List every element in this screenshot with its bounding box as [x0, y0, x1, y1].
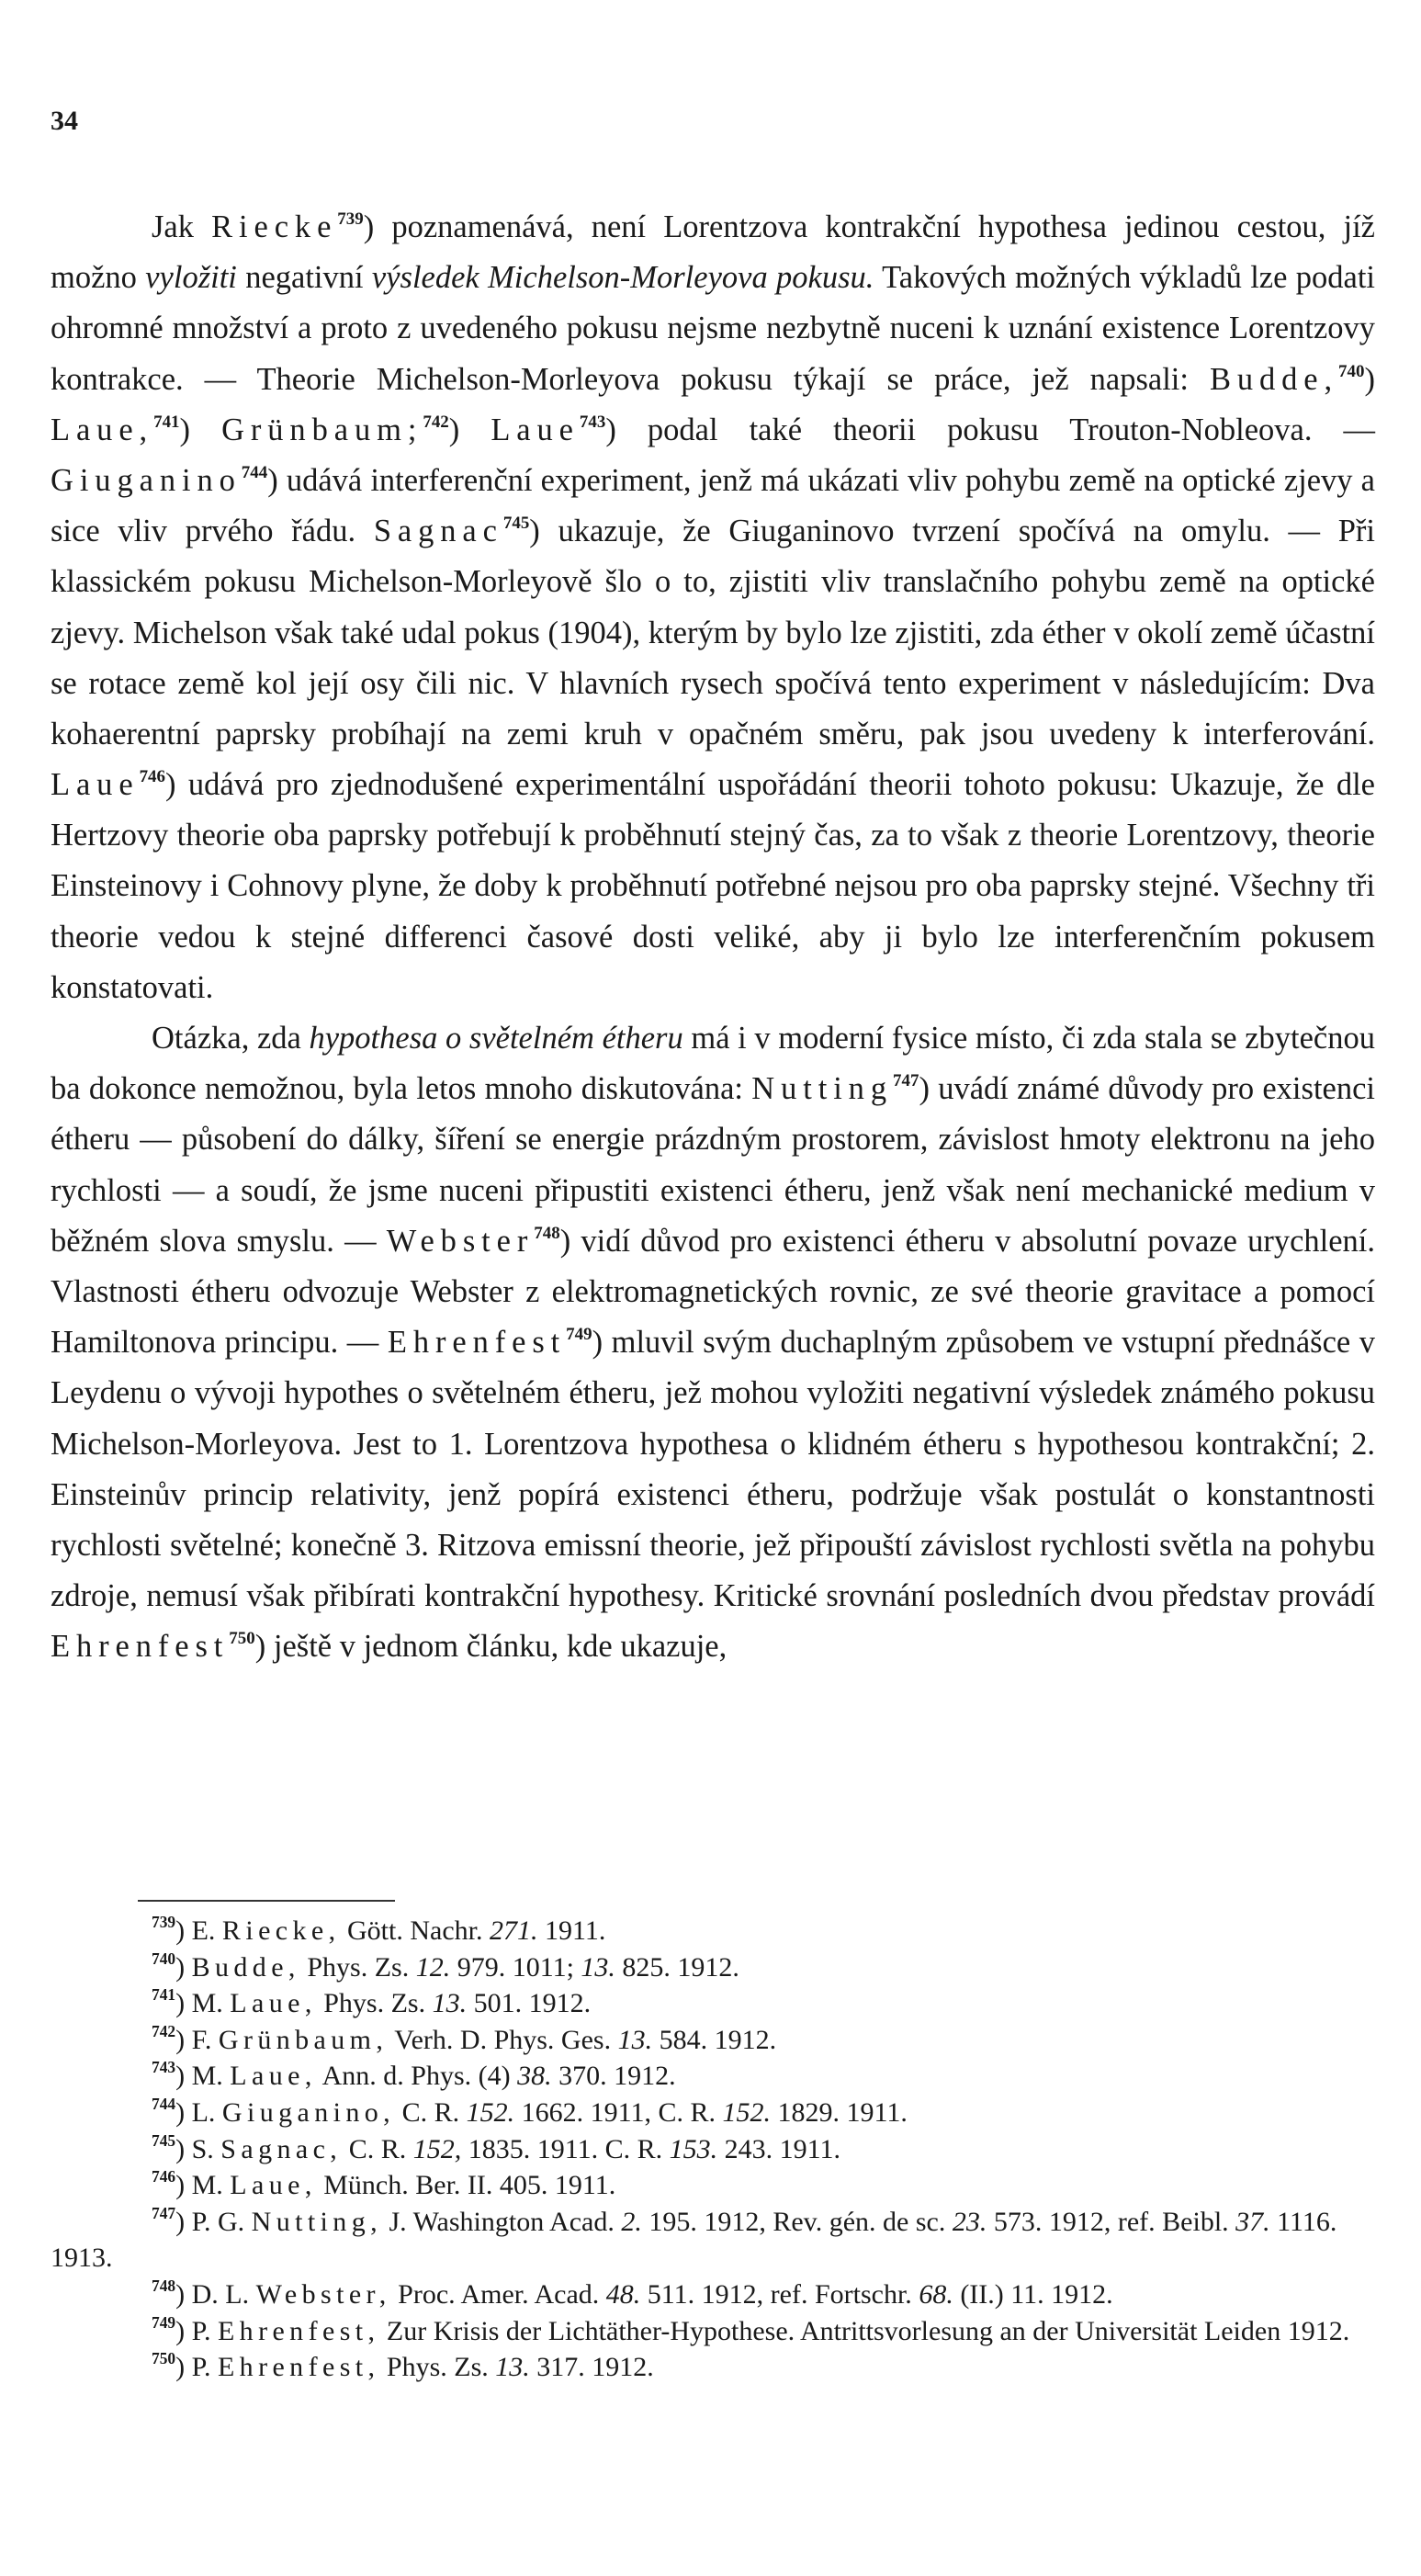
footnote-author: Ehrenfest, — [217, 2352, 380, 2383]
footnote — [51, 2095, 1375, 2131]
page-number: 34 — [51, 106, 78, 136]
footnote-text: 584. 1912. — [652, 2024, 777, 2055]
footnote-ref: 739 — [337, 209, 364, 229]
footnote-text: 195. 1912, Rev. gén. de sc. — [641, 2206, 953, 2237]
footnote — [51, 1949, 1375, 1986]
footnote-paren: ) — [175, 2096, 186, 2128]
footnote-number: 745 — [152, 2130, 176, 2150]
paragraph-1 — [51, 202, 1375, 1013]
footnote-ref: 746 — [139, 766, 166, 786]
emphasis: hypothesa o světelném étheru — [309, 1021, 683, 1056]
footnote-text: 573. 1912, ref. Beibl. — [987, 2206, 1236, 2237]
footnote-volume: 271. — [489, 1915, 538, 1946]
text-run: ) ukazuje, že Giuganinovo tvrzení spočívá na omylu. — Při klassickém pokusu Michelson-Morleyově šlo o to, zjistiti vliv translačního pohybu země na optické zjevy. Michelson však také udal pokus (1904), kterým by bylo lze zjistiti, zda éther v okolí země účastní se rotace země kol její osy čili nic. V hlavních rysech spočívá tento experiment v následujícím: Dva kohaerentní paprsky probíhají na zemi kruh v opačném směru, pak jsou uvedeny k interferování. — [51, 514, 1375, 751]
footnote-number: 749 — [152, 2312, 176, 2332]
footnote-author: Giuganino, — [221, 2096, 396, 2128]
footnote-paren: ) — [175, 2206, 186, 2237]
footnote-ref: 747 — [893, 1070, 919, 1090]
footnote — [51, 2204, 1375, 2277]
footnote-author: Nutting, — [251, 2206, 382, 2237]
footnote-volume: 152. — [466, 2096, 515, 2128]
author-name: Budde, — [1209, 361, 1339, 397]
footnote-volume: 13. — [581, 1951, 615, 1983]
footnote-paren: ) — [175, 2352, 186, 2383]
footnote — [51, 2058, 1375, 2095]
footnote-volume: 38. — [517, 2061, 552, 2092]
footnote-number: 741 — [152, 1985, 176, 2005]
text-run: ) — [448, 412, 491, 447]
author-name: Grünbaum; — [221, 412, 423, 447]
footnote-text: P. — [185, 2352, 218, 2383]
author-name: Webster — [386, 1223, 535, 1259]
footnotes — [51, 1913, 1375, 2386]
footnote-text: 243. 1911. — [717, 2133, 841, 2164]
text-run: ) mluvil svým duchaplným způsobem ve vstupní přednášce v Leydenu o vývoji hypothes o světelném étheru, jež mohou vyložiti negativní výsledek známého pokusu Michelson-Morleyova. Jest to 1. Lorentzova hypothesa o klidném étheru s hypothesou kontrakční; 2. Einsteinův princip relativity, jenž popírá existenci étheru, podržuje však postulát o konstantnosti rychlosti světelné; konečně 3. Ritzova emissní theorie, jež připouští závislost rychlosti světla na pohybu zdroje, nemusí však přibírati kontrakční hypothesy. Kritické srovnání posledních dvou představ provádí — [51, 1325, 1375, 1614]
footnote-paren: ) — [175, 1951, 186, 1983]
author-name: Riecke — [211, 209, 338, 244]
footnote-volume: 48. — [605, 2278, 641, 2310]
footnote-text: (II.) 11. 1912. — [953, 2278, 1113, 2310]
text-run: negativní — [236, 260, 372, 296]
footnote — [51, 1913, 1375, 1949]
footnote — [51, 2022, 1375, 2059]
footnote-ref: 742 — [423, 412, 449, 432]
footnote — [51, 2131, 1375, 2168]
footnote-number: 746 — [152, 2167, 176, 2186]
author-name: Giuganino — [51, 462, 242, 498]
footnote-paren: ) — [175, 1915, 186, 1946]
text-run: ) vidí důvod pro existenci étheru v absolutní povaze urychlení. Vlastnosti étheru odvozuje Webster z elektromagnetických rovnic, ze své theorie gravitace a pomocí Hamiltonova principu. — — [51, 1223, 1375, 1361]
footnote-volume: 152, — [412, 2133, 462, 2164]
footnote-text: 1835. 1911. C. R. — [461, 2133, 670, 2164]
paragraph-2 — [51, 1013, 1375, 1672]
footnote-volume: 37. — [1235, 2206, 1270, 2237]
text-run: ) uvádí známé důvody pro existenci étheru — působení do dálky, šíření se energie prázdným prostorem, závislost hmoty elektronu na jeho rychlosti — a soudí, že jsme nuceni připustiti existenci étheru, jenž však není mechanické medium v běžném slova smyslu. — — [51, 1071, 1375, 1259]
footnote-text: Verh. D. Phys. Ges. — [388, 2024, 618, 2055]
footnote-number: 750 — [152, 2349, 176, 2368]
footnote-text: M. — [185, 1988, 231, 2019]
footnote-text: Phys. Zs. — [379, 2352, 496, 2383]
footnote-text: Zur Krisis der Lichtäther-Hypothese. Antrittsvorlesung an der Universität Leiden 1912. — [379, 2315, 1350, 2346]
footnote-text: M. — [185, 2061, 231, 2092]
footnote-author: Budde, — [191, 1951, 300, 1983]
footnote-ref: 743 — [579, 412, 606, 432]
footnote-text: 1116. 1913. — [51, 2206, 1337, 2274]
footnote-text: P. — [185, 2315, 218, 2346]
footnote-text — [185, 1952, 192, 1983]
author-name: Ehrenfest — [51, 1629, 230, 1665]
footnote-author: Riecke, — [221, 1915, 341, 1946]
footnote-text: J. Washington Acad. — [382, 2206, 622, 2237]
footnote-ref: 749 — [566, 1324, 592, 1344]
footnote-number: 744 — [152, 2094, 176, 2113]
footnote-volume: 13. — [617, 2024, 653, 2055]
footnote-text: C. R. — [395, 2096, 467, 2128]
footnote-text: S. — [185, 2133, 221, 2164]
footnote-text: 1662. 1911, C. R. — [514, 2096, 723, 2128]
footnote-author: Laue, — [230, 1988, 317, 2019]
text-run: ) udává pro zjednodušené experimentální uspořádání theorii tohoto pokusu: Ukazuje, že dle Hertzovy theorie oba paprsky potřebují k proběhnutí stejný čas, za to však z theorie Lorentzovy, theorie Einsteinovy i Cohnovy plyne, že doby k proběhnutí potřebné nejsou pro oba paprsky stejné. Všechny tři theorie vedou k stejné differenci časové dosti veliké, aby ji bylo lze interferenčním pokusem konstatovati. — [51, 767, 1375, 1005]
footnote-author: Laue, — [230, 2061, 317, 2092]
footnote-volume: 12. — [415, 1951, 451, 1983]
footnote-author: Webster, — [255, 2278, 391, 2310]
footnote-text: L. — [185, 2096, 222, 2128]
footnote-ref: 750 — [229, 1629, 255, 1649]
footnote-volume: 152. — [722, 2096, 772, 2128]
footnote-text: Proc. Amer. Acad. — [390, 2278, 606, 2310]
footnote-text: 501. 1912. — [467, 1988, 592, 2019]
text-run: ) — [1364, 361, 1375, 397]
footnote — [51, 2277, 1375, 2313]
text-run: ) podal také theorii pokusu Trouton-Nobleova. — — [605, 412, 1375, 447]
footnote-text: Ann. d. Phys. (4) — [316, 2061, 518, 2092]
footnote-volume: 68. — [919, 2278, 953, 2310]
footnote-volume: 2. — [621, 2206, 642, 2237]
footnote-number: 747 — [152, 2203, 176, 2222]
footnote-text: E. — [185, 1915, 222, 1946]
body-text — [51, 202, 1375, 1672]
footnote-text: D. L. — [185, 2278, 256, 2310]
footnote-number: 748 — [152, 2276, 176, 2295]
footnote-paren: ) — [175, 1988, 186, 2019]
footnote — [51, 2313, 1375, 2350]
footnote-author: Grünbaum, — [218, 2024, 389, 2055]
footnote-author: Laue, — [230, 2170, 317, 2201]
footnote-paren: ) — [175, 2061, 186, 2092]
footnote-ref: 741 — [153, 412, 180, 432]
footnote-number: 739 — [152, 1912, 176, 1931]
footnote-volume: 13. — [495, 2352, 530, 2383]
footnote-text: C. R. — [342, 2133, 413, 2164]
text-run: ) — [179, 412, 222, 447]
footnote-paren: ) — [175, 2170, 186, 2201]
text-run: ) poznamenává, není Lorentzova kontrakční hypothesa jedinou cestou, jíž možno — [51, 209, 1375, 296]
footnote-text: 1829. 1911. — [771, 2096, 908, 2128]
footnote-paren: ) — [175, 2315, 186, 2346]
footnote-volume: 23. — [952, 2206, 987, 2237]
text-run: má i v moderní fysice místo, či zda stala se zbytečnou ba dokonce nemožnou, byla letos mnoho diskutována: — [51, 1021, 1375, 1107]
footnote-text: 370. 1912. — [551, 2061, 676, 2092]
footnote — [51, 2167, 1375, 2204]
text-run: ) ještě v jednom článku, kde ukazuje, — [254, 1629, 727, 1665]
footnote-text: 979. 1011; — [450, 1951, 581, 1983]
footnote-text: 1911. — [537, 1915, 606, 1946]
author-name: Laue, — [51, 412, 154, 447]
footnote-text: Phys. Zs. — [299, 1951, 416, 1983]
footnote-ref: 745 — [502, 513, 530, 533]
footnote-number: 740 — [152, 1949, 176, 1968]
footnote-paren: ) — [175, 2278, 186, 2310]
footnote-text: 317. 1912. — [529, 2352, 654, 2383]
footnote-volume: 13. — [432, 1988, 468, 2019]
footnote-text: Phys. Zs. — [316, 1988, 433, 2019]
footnote-author: Ehrenfest, — [217, 2315, 380, 2346]
author-name: Ehrenfest — [387, 1325, 567, 1361]
footnote-text: M. — [185, 2170, 231, 2201]
footnote-volume: 153. — [669, 2133, 718, 2164]
footnote-divider — [138, 1900, 395, 1902]
footnote-ref: 748 — [534, 1223, 560, 1243]
text-run: ) udává interferenční experiment, jenž má ukázati vliv pohybu země na optické zjevy a sice vliv prvého řádu. — [51, 462, 1375, 549]
footnote-ref: 740 — [1338, 361, 1365, 381]
text-run: Otázka, zda — [152, 1021, 310, 1056]
footnote-text: 825. 1912. — [615, 1951, 739, 1983]
footnote-text: 511. 1912, ref. Fortschr. — [640, 2278, 919, 2310]
footnote-text: P. G. — [185, 2206, 252, 2237]
author-name: Laue — [51, 767, 140, 803]
author-name: Laue — [491, 412, 580, 447]
text-run: Jak — [152, 209, 212, 244]
footnote-text: Münch. Ber. II. 405. 1911. — [316, 2170, 616, 2201]
footnote-number: 742 — [152, 2021, 176, 2040]
footnote-text: Gött. Nachr. — [340, 1915, 490, 1946]
footnote — [51, 1985, 1375, 2022]
footnote-text: F. — [185, 2024, 219, 2055]
emphasis: výsledek Michelson-Morleyova pokusu. — [371, 260, 874, 296]
emphasis: vyložiti — [145, 260, 237, 296]
footnote-author: Sagnac, — [220, 2133, 343, 2164]
footnote — [51, 2349, 1375, 2386]
footnote-number: 743 — [152, 2058, 176, 2077]
author-name: Nutting — [751, 1071, 893, 1107]
author-name: Sagnac — [373, 514, 503, 549]
footnote-paren: ) — [175, 2133, 186, 2164]
footnote-ref: 744 — [241, 462, 268, 482]
footnote-paren: ) — [175, 2024, 186, 2055]
text-run: Takových možných výkladů lze podati ohromné množství a proto z uvedeného pokusu nejsme nezbytně nuceni k uznání existence Lorentzovy kontrakce. — Theorie Michelson-Morleyova pokusu týkají se práce, jež napsali: — [51, 260, 1375, 397]
